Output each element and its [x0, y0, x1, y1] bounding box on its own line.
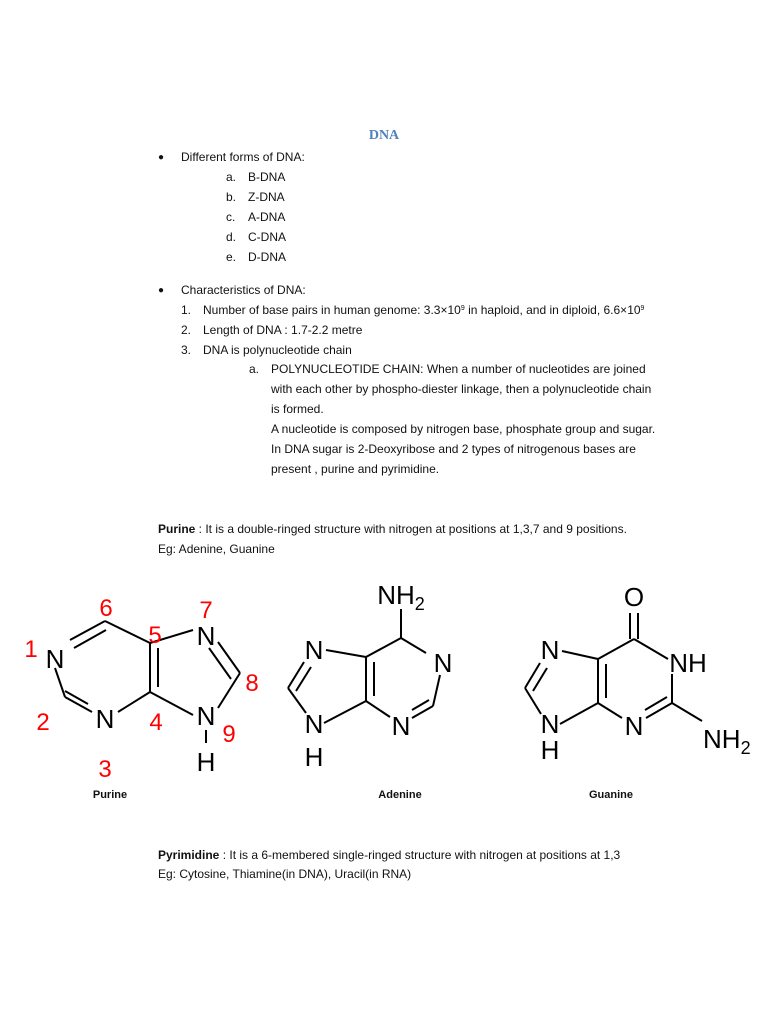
- purine-examples: Eg: Adenine, Guanine: [158, 542, 275, 556]
- purine-position-5: 5: [148, 622, 162, 649]
- purine-position-9: 9: [222, 721, 236, 748]
- pyrimidine-definition: Pyrimidine : It is a 6-membered single-ringed structure with nitrogen at positions at 1,3: [158, 848, 621, 862]
- purine-n7: N: [196, 621, 216, 651]
- forms-marker: e.: [226, 250, 237, 264]
- characteristic-length: Length of DNA : 1.7-2.2 metre: [203, 323, 363, 337]
- forms-marker: b.: [226, 190, 237, 204]
- bullet-icon: ●: [158, 285, 165, 296]
- guanine-n3: N: [624, 711, 644, 741]
- purine-n1: N: [45, 644, 65, 674]
- purine-n3: N: [95, 704, 115, 734]
- adenine-n9: N: [304, 709, 324, 739]
- adenine-caption: Adenine: [378, 789, 422, 801]
- adenine-amino-group: $NH_2$: [377, 580, 425, 614]
- purine-position-8: 8: [245, 670, 259, 697]
- list-marker: 2.: [181, 323, 192, 337]
- adenine-n3: N: [391, 711, 411, 741]
- bullet-icon: ●: [158, 152, 165, 163]
- list-marker: 3.: [181, 343, 192, 357]
- purine-definition: Purine : It is a double-ringed structure with nitrogen at positions at 1,3,7 and 9 positions.: [158, 522, 627, 536]
- forms-marker: d.: [226, 230, 237, 244]
- purine-position-6: 6: [99, 595, 113, 622]
- guanine-h9: H: [540, 735, 560, 765]
- nucleotide-line: A nucleotide is composed by nitrogen base, phosphate group and sugar.: [271, 422, 656, 436]
- guanine-n9: N: [540, 709, 560, 739]
- forms-item: Z-DNA: [248, 190, 285, 204]
- purine-position-2: 2: [36, 709, 50, 736]
- adenine-structure: [280, 575, 470, 775]
- purine-caption: Purine: [92, 789, 128, 801]
- adenine-h9: H: [304, 742, 324, 772]
- purine-h9: H: [196, 747, 216, 777]
- adenine-n1: N: [433, 648, 453, 678]
- forms-heading: Different forms of DNA:: [181, 150, 305, 164]
- guanine-n7: N: [540, 635, 560, 665]
- guanine-amino-group: $NH_2$: [703, 724, 751, 758]
- forms-item: B-DNA: [248, 170, 286, 184]
- guanine-nh1: NH: [669, 648, 707, 678]
- guanine-structure: [510, 575, 760, 775]
- list-marker: 1.: [181, 303, 192, 317]
- purine-position-4: 4: [149, 709, 163, 736]
- forms-item: A-DNA: [248, 210, 286, 224]
- purine-structure: [0, 580, 280, 783]
- page-title: DNA: [368, 128, 400, 143]
- purine-n9: N: [196, 701, 216, 731]
- adenine-n7: N: [304, 635, 324, 665]
- purine-position-3: 3: [98, 756, 112, 783]
- polynucleotide-line: POLYNUCLEOTIDE CHAIN: When a number of nucleotides are joined: [271, 362, 646, 376]
- pyrimidine-examples: Eg: Cytosine, Thiamine(in DNA), Uracil(in RNA): [158, 867, 412, 881]
- purine-position-7: 7: [199, 597, 213, 624]
- forms-item: C-DNA: [248, 230, 286, 244]
- sugar-line: In DNA sugar is 2-Deoxyribose and 2 types of nitrogenous bases are: [271, 442, 636, 456]
- polynucleotide-line: is formed.: [271, 402, 324, 416]
- forms-marker: a.: [226, 170, 237, 184]
- characteristic-base-pairs: Number of base pairs in human genome: $3.3\times 10^9$ in haploid, and in diploid, $6.6\times 10^9$: [203, 303, 645, 317]
- forms-marker: c.: [226, 210, 236, 224]
- purine-position-1: 1: [24, 636, 38, 663]
- characteristics-heading: Characteristics of DNA:: [181, 283, 306, 297]
- guanine-oxygen: O: [623, 582, 645, 612]
- sugar-line: present , purine and pyrimidine.: [271, 462, 440, 476]
- list-marker: a.: [249, 362, 260, 376]
- forms-item: D-DNA: [248, 250, 286, 264]
- guanine-caption: Guanine: [588, 789, 633, 801]
- characteristic-polynucleotide: DNA is polynucleotide chain: [203, 343, 352, 357]
- polynucleotide-line: with each other by phospho-diester linkage, then a polynucleotide chain: [271, 382, 652, 396]
